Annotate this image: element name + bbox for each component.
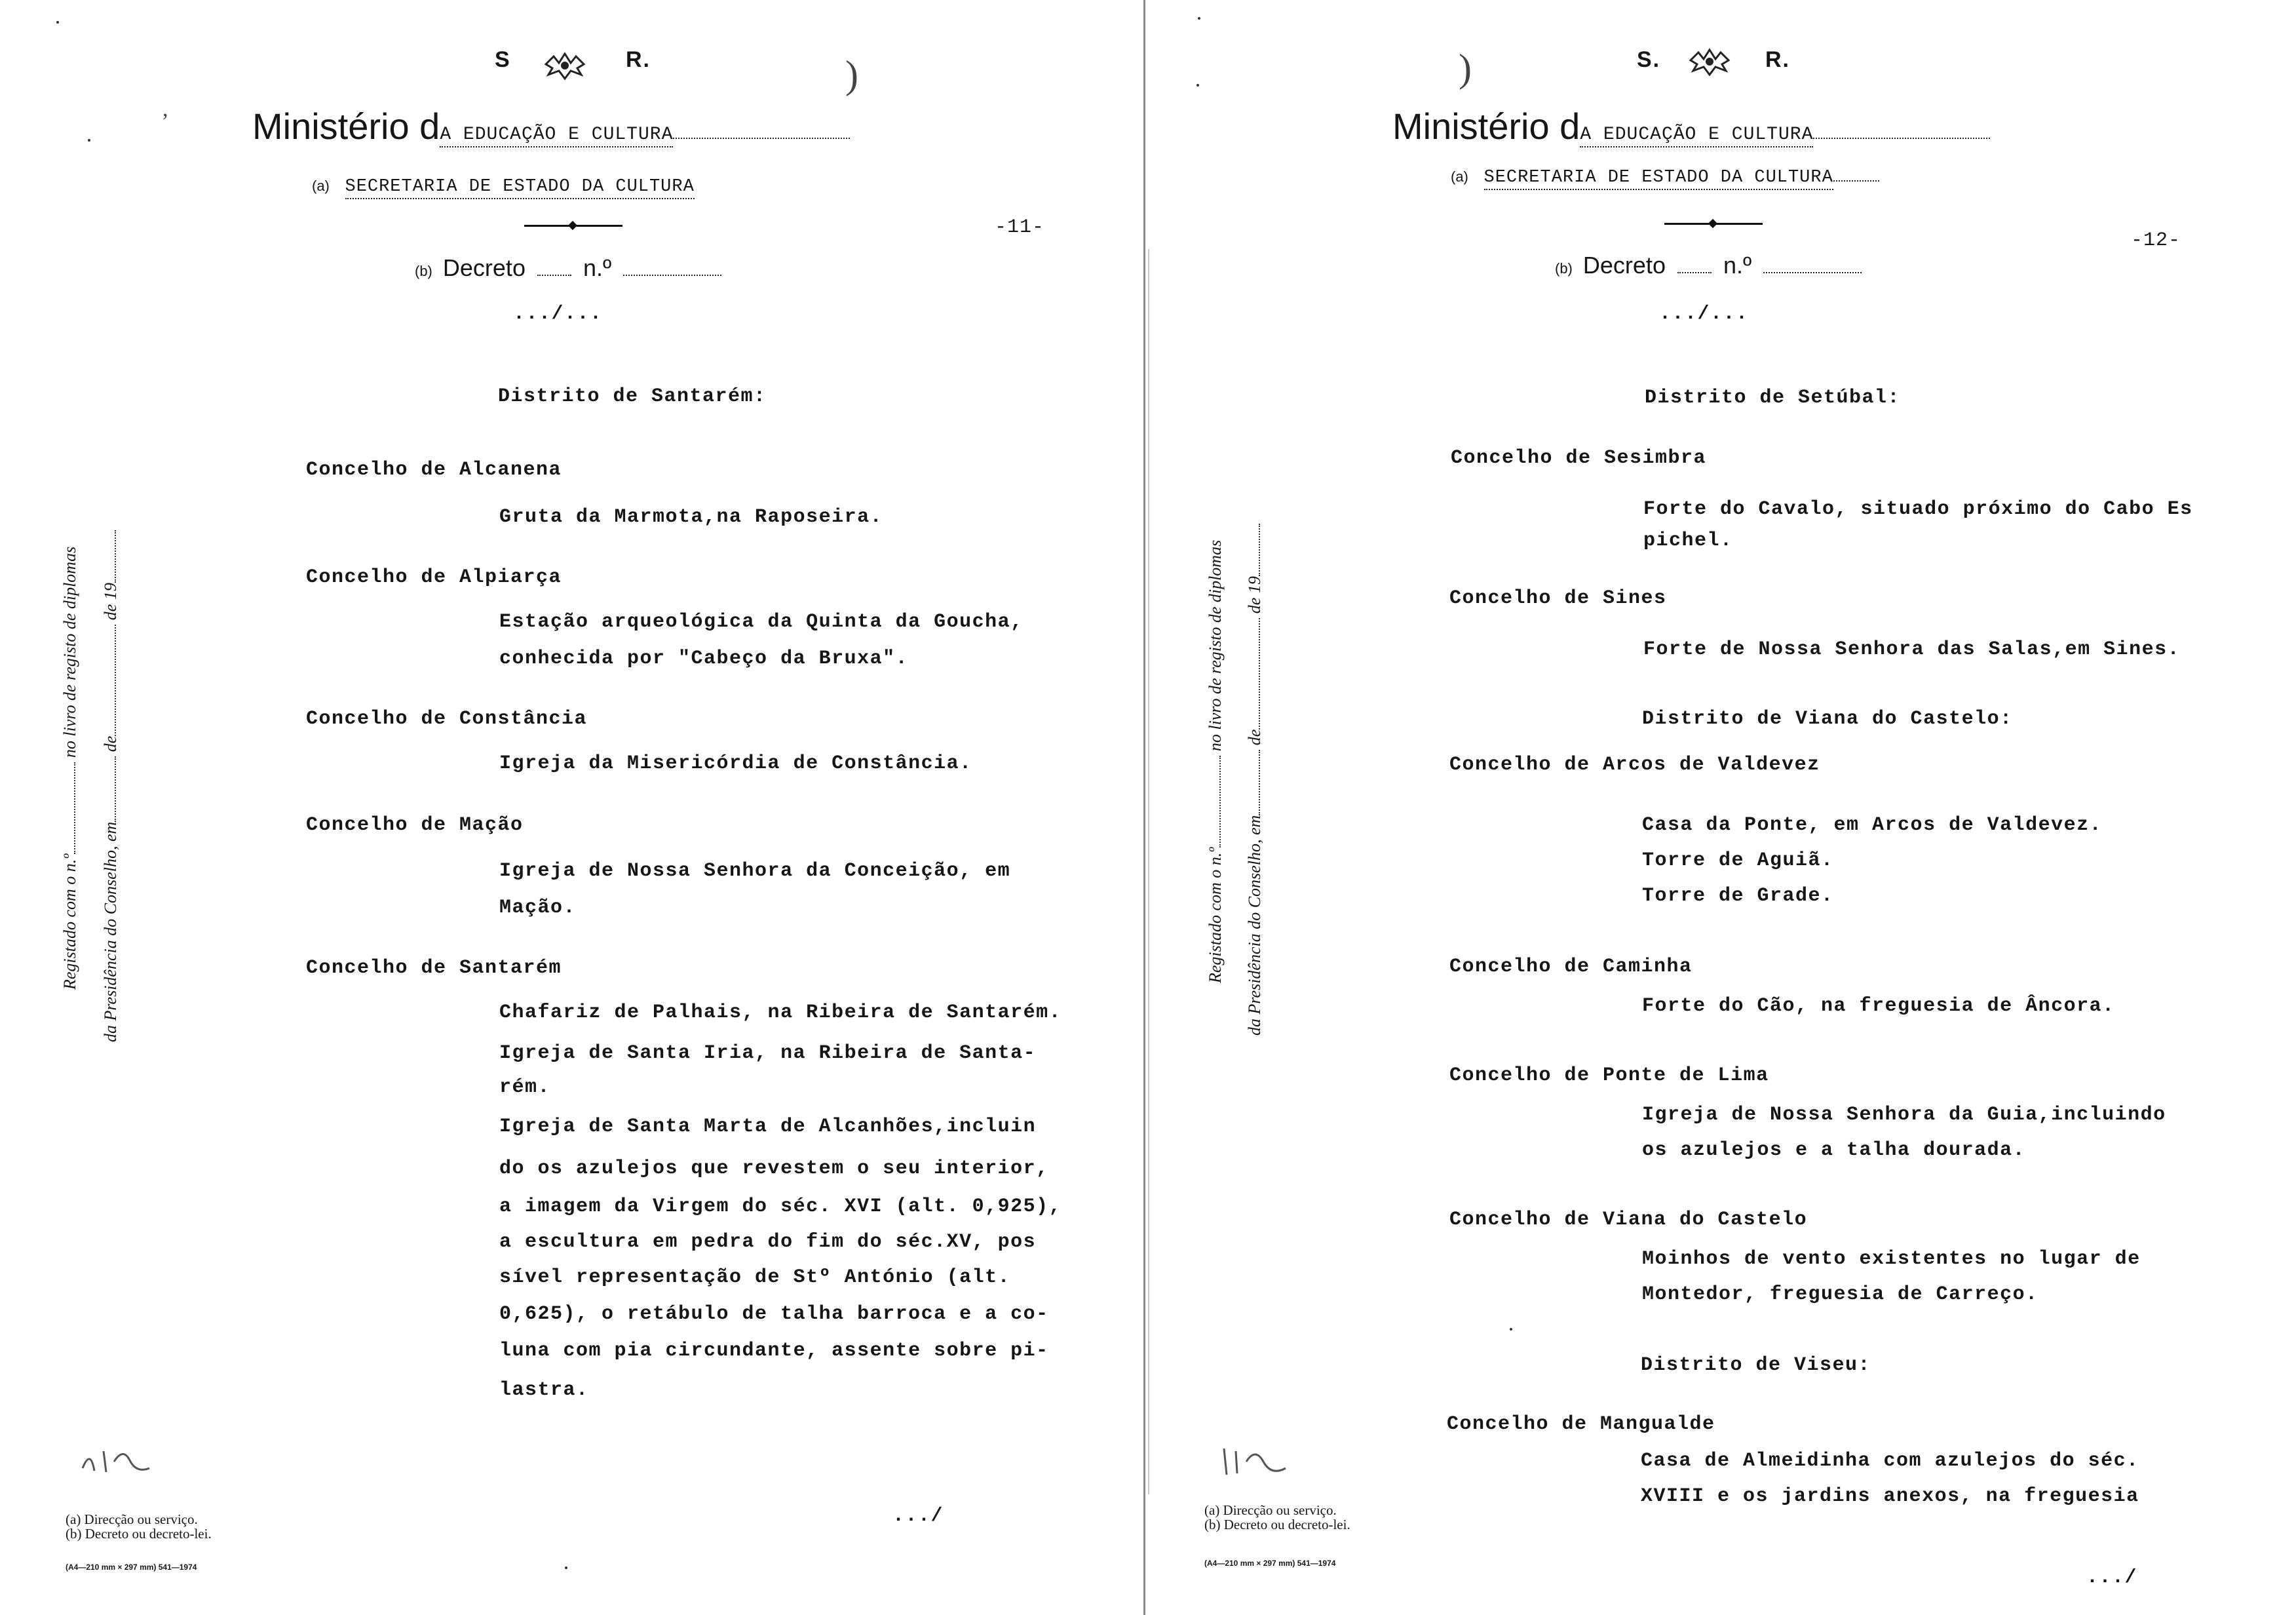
label-a: (a)	[1451, 168, 1468, 185]
footnote-a: (a) Direcção ou serviço.	[1204, 1502, 1337, 1518]
entry-line: os azulejos e a talha dourada.	[1642, 1139, 2026, 1161]
side-register-text-2: da Presidência do Conselho, em de de 19	[101, 530, 121, 1042]
numero-label: n.º	[1723, 252, 1752, 279]
scan-speck	[565, 1566, 567, 1569]
secretaria-name: SECRETARIA DE ESTADO DA CULTURA	[1484, 168, 1833, 190]
concelho-heading: Concelho de Alpiarça	[306, 566, 562, 589]
secretaria-line	[1451, 168, 1879, 187]
label-a: (a)	[312, 178, 330, 194]
district-viseu: Distrito de Viseu:	[1641, 1354, 1871, 1376]
entry-line: Casa de Almeidinha com azulejos do séc.	[1641, 1450, 2139, 1472]
margin-mark: ,	[163, 97, 168, 121]
entry-line: pichel.	[1643, 530, 1733, 552]
side-register-text-2: da Presidência do Conselho, em de de 19	[1245, 524, 1265, 1036]
initials-scribble	[1217, 1442, 1303, 1481]
entry-line: rém.	[499, 1076, 551, 1099]
entry-line: Estação arqueológica da Quinta da Goucha,	[499, 611, 1024, 633]
ministry-title	[252, 105, 850, 147]
concelho-heading: Concelho de Mação	[306, 814, 524, 836]
secretaria-name: SECRETARIA DE ESTADO DA CULTURA	[345, 177, 695, 199]
footnote-a: (a) Direcção ou serviço.	[66, 1511, 198, 1527]
entry-line: 0,625), o retábulo de talha barroca e a co-	[499, 1303, 1049, 1325]
entry-line: sível representação de Stº António (alt.	[499, 1266, 1011, 1289]
numero-label: n.º	[583, 254, 612, 281]
entry-line: Forte de Nossa Senhora das Salas,em Sines.	[1643, 638, 2181, 661]
continuation-top: .../...	[1659, 303, 1749, 325]
entry-line: do os azulejos que revestem o seu interior,	[499, 1158, 1049, 1180]
concelho-heading: Concelho de Arcos de Valdevez	[1449, 754, 1820, 776]
form-code: (A4—210 mm × 297 mm) 541—1974	[1204, 1559, 1336, 1568]
concelho-heading: Concelho de Alcanena	[306, 459, 562, 481]
footnote-b: (b) Decreto ou decreto-lei.	[1204, 1517, 1350, 1532]
page-number: -11-	[995, 216, 1045, 239]
scan-speck	[1196, 84, 1199, 87]
entry-line: Casa da Ponte, em Arcos de Valdevez.	[1642, 814, 2103, 836]
secretaria-line	[312, 177, 695, 197]
side-register-text-1: Registado com o n.º no livro de registo de diplomas	[60, 546, 79, 990]
divider-diamond	[568, 221, 577, 230]
scan-speck	[1510, 1328, 1512, 1331]
footnote-b: (b) Decreto ou decreto-lei.	[66, 1526, 212, 1542]
entry-line: a escultura em pedra do fim do séc.XV, pos	[499, 1231, 1037, 1253]
continuation-top: .../...	[513, 303, 603, 325]
page-number: -12-	[2131, 229, 2181, 252]
concelho-heading: Concelho de Sesimbra	[1451, 447, 1707, 469]
emblem-right-letter: R.	[1765, 47, 1790, 72]
concelho-heading: Concelho de Sines	[1449, 587, 1667, 610]
district-santarem: Distrito de Santarém:	[498, 385, 767, 408]
decreto-line	[1555, 252, 1862, 279]
label-b: (b)	[1555, 260, 1573, 277]
entry-line: Montedor, freguesia de Carreço.	[1642, 1283, 2038, 1306]
ministry-prefix: Ministério d	[1392, 106, 1580, 147]
entry-line: lastra.	[499, 1379, 589, 1401]
entry-line: Chafariz de Palhais, na Ribeira de Santarém.	[499, 1002, 1062, 1024]
concelho-heading: Concelho de Constância	[306, 708, 588, 730]
form-code: (A4—210 mm × 297 mm) 541—1974	[66, 1563, 197, 1572]
entry-line: Mação.	[499, 897, 577, 919]
entry-line: luna com pia circundante, assente sobre pi-	[499, 1340, 1049, 1362]
continuation-bottom: .../	[892, 1505, 944, 1527]
ministry-name: A EDUCAÇÃO E CULTURA	[440, 125, 673, 147]
scan-speck	[56, 21, 59, 24]
district-viana-do-castelo: Distrito de Viana do Castelo:	[1642, 708, 2013, 730]
concelho-heading: Concelho de Ponte de Lima	[1449, 1064, 1769, 1087]
decreto-label: Decreto	[1582, 252, 1666, 279]
concelho-heading: Concelho de Mangualde	[1447, 1413, 1715, 1435]
entry-line: Torre de Grade.	[1642, 885, 1834, 907]
concelho-heading: Concelho de Santarém	[306, 957, 562, 979]
entry-line: a imagem da Virgem do séc. XVI (alt. 0,925),	[499, 1196, 1062, 1218]
ministry-name: A EDUCAÇÃO E CULTURA	[1580, 125, 1813, 147]
entry-line: Igreja de Santa Marta de Alcanhões,incluin	[499, 1116, 1037, 1138]
page-fold-shadow	[1148, 249, 1149, 1494]
bracket-mark: )	[845, 53, 858, 96]
decreto-line	[415, 254, 721, 282]
entry-line: Forte do Cão, na freguesia de Âncora.	[1642, 995, 2115, 1017]
entry-line: Moinhos de vento existentes no lugar de	[1642, 1248, 2141, 1270]
concelho-heading: Concelho de Caminha	[1449, 956, 1693, 978]
entry-line: Igreja da Misericórdia de Constância.	[499, 752, 972, 775]
bracket-mark: )	[1459, 47, 1472, 90]
scan-speck	[88, 139, 90, 142]
emblem-right-letter: R.	[626, 47, 651, 72]
entry-line: Gruta da Marmota,na Raposeira.	[499, 506, 883, 528]
entry-line: Forte do Cavalo, situado próximo do Cabo Es	[1643, 498, 2193, 520]
side-register-text-1: Registado com o n.º no livro de registo de diplomas	[1206, 539, 1225, 983]
concelho-heading: Concelho de Viana do Castelo	[1449, 1209, 1808, 1231]
ministry-prefix: Ministério d	[252, 106, 440, 147]
coat-of-arms-icon	[541, 51, 589, 80]
decreto-label: Decreto	[442, 254, 526, 281]
entry-line: conhecida por "Cabeço da Bruxa".	[499, 648, 909, 670]
label-b: (b)	[415, 263, 432, 279]
emblem-left-letter: S.	[1637, 47, 1661, 72]
divider-diamond	[1708, 219, 1717, 228]
continuation-bottom: .../	[2086, 1566, 2138, 1589]
district-setubal: Distrito de Setúbal:	[1645, 387, 1901, 409]
page-fold	[1143, 0, 1145, 1615]
entry-line: XVIII e os jardins anexos, na freguesia	[1641, 1485, 2139, 1508]
entry-line: Igreja de Santa Iria, na Ribeira de Santa-	[499, 1042, 1037, 1064]
scan-speck	[1198, 17, 1200, 20]
entry-line: Torre de Aguiã.	[1642, 849, 1834, 872]
entry-line: Igreja de Nossa Senhora da Conceição, em	[499, 860, 1011, 882]
coat-of-arms-icon	[1685, 47, 1734, 76]
initials-scribble	[77, 1442, 163, 1481]
emblem-left-letter: S	[495, 47, 511, 72]
ministry-title	[1392, 105, 1990, 147]
entry-line: Igreja de Nossa Senhora da Guia,incluindo	[1642, 1104, 2166, 1126]
